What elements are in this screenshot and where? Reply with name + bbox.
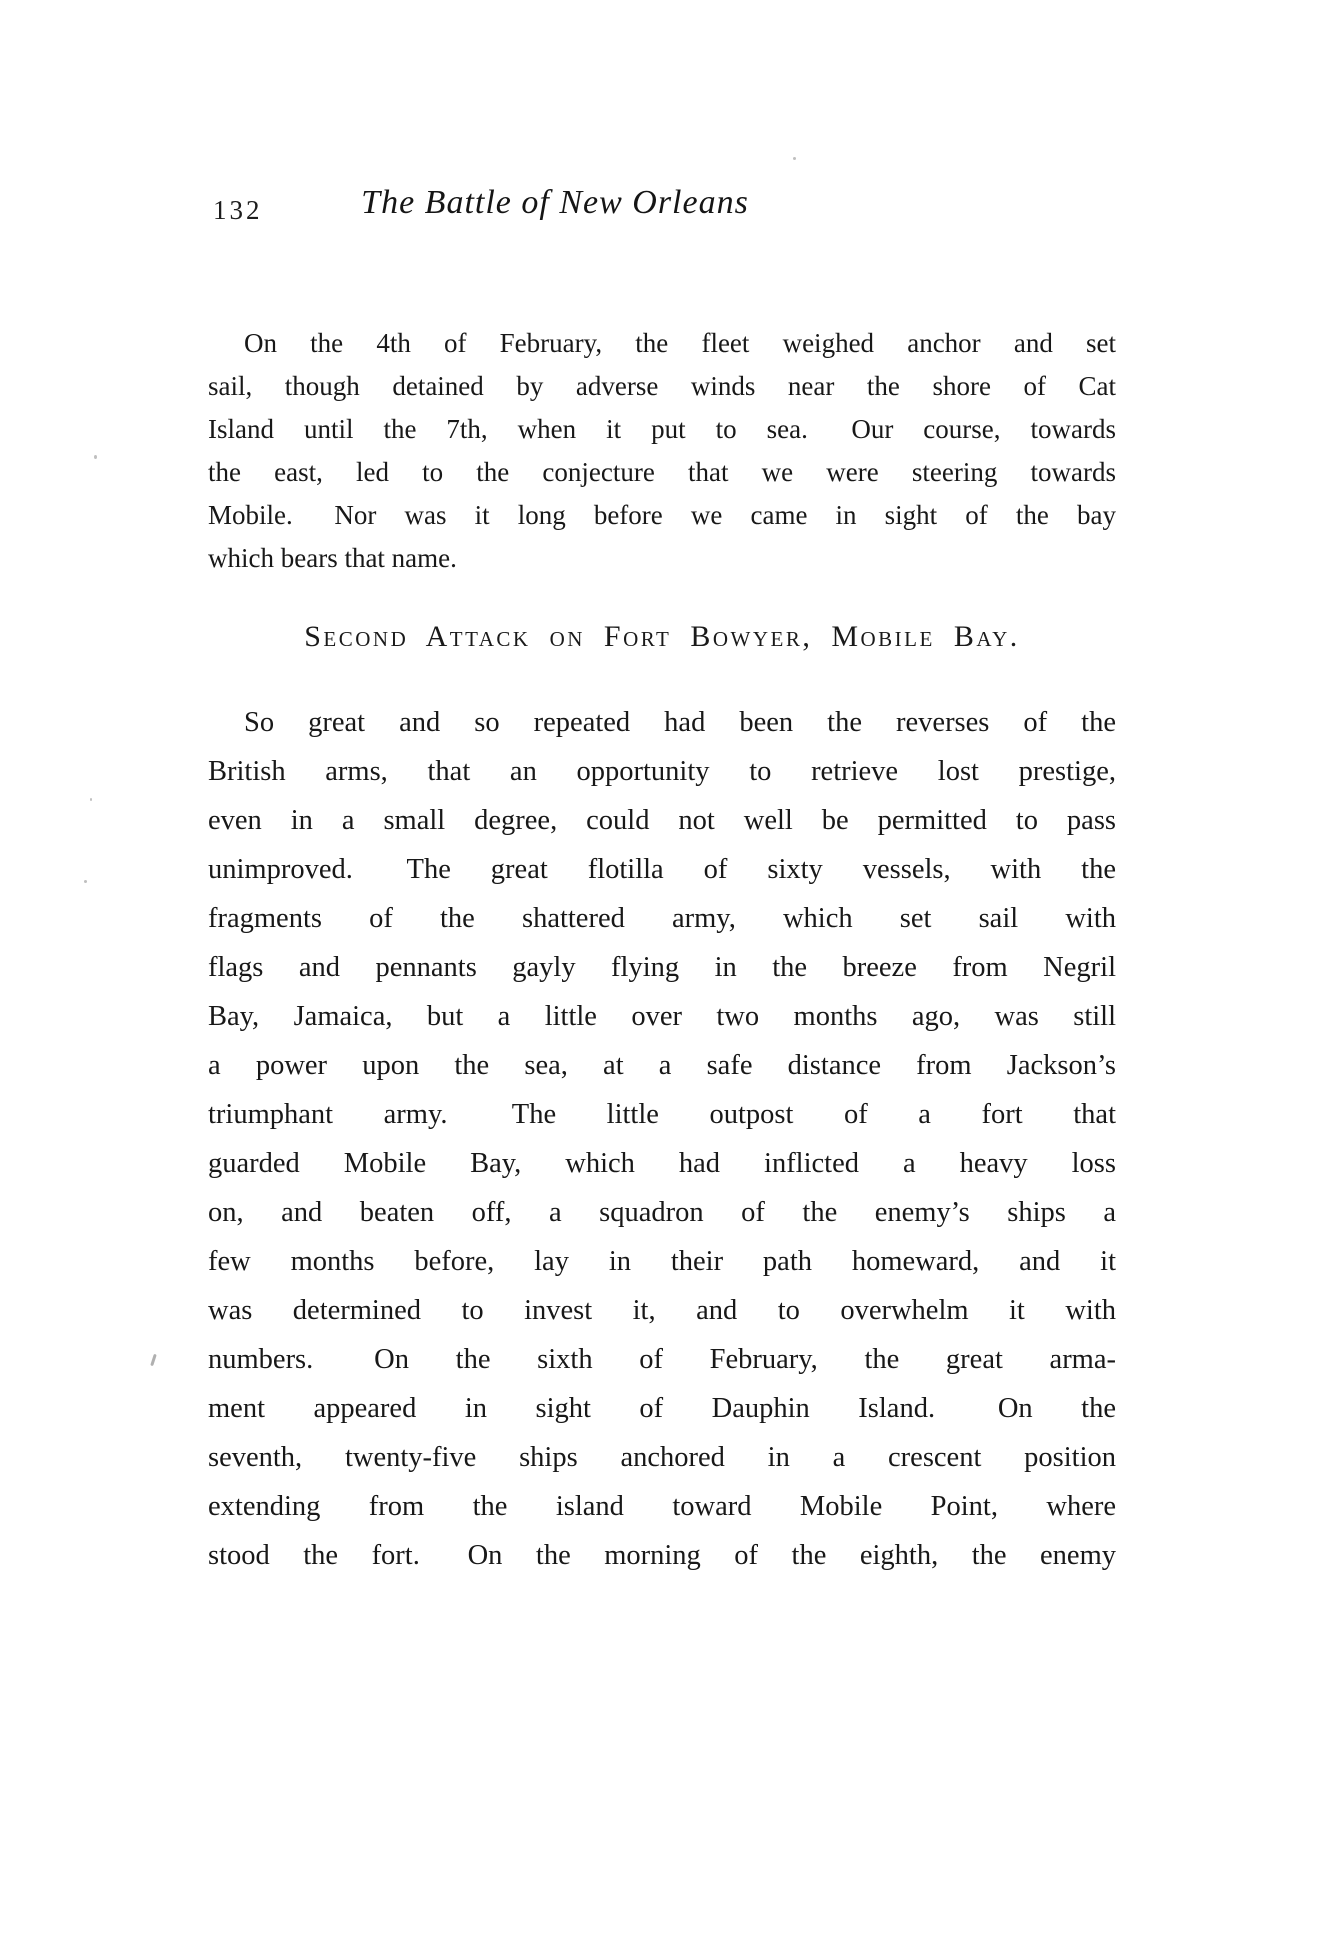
text-line: triumphant army. The little outpost of a fort that — [208, 1099, 1116, 1130]
text-line: guarded Mobile Bay, which had inflicted a heavy loss — [208, 1148, 1116, 1179]
text-line: So great and so repeated had been the reverses of the — [244, 707, 1116, 738]
text-line: the east, led to the conjecture that we were steering towards — [208, 457, 1116, 487]
text-line: on, and beaten off, a squadron of the enemy’s ships a — [208, 1197, 1116, 1228]
text-line: unimproved. The great flotilla of sixty vessels, with the — [208, 854, 1116, 885]
scan-speck — [793, 157, 796, 160]
text-line: sail, though detained by adverse winds near the shore of Cat — [208, 371, 1116, 401]
body-paragraph — [208, 698, 1116, 1580]
text-line: a power upon the sea, at a safe distance from Jackson’s — [208, 1050, 1116, 1081]
text-line: flags and pennants gayly flying in the breeze from Negril — [208, 952, 1116, 983]
text-line: even in a small degree, could not well be permitted to pass — [208, 805, 1116, 836]
text-line: stood the fort. On the morning of the eighth, the enemy — [208, 1540, 1116, 1571]
intro-paragraph — [208, 322, 1116, 580]
scan-speck — [90, 798, 92, 801]
scan-speck — [150, 1354, 157, 1366]
text-line: extending from the island toward Mobile Point, where — [208, 1491, 1116, 1522]
page-header — [0, 0, 1321, 225]
text-line: fragments of the shattered army, which set sail with — [208, 903, 1116, 934]
scan-speck — [84, 880, 87, 883]
scan-speck — [94, 455, 97, 459]
text-line: Island until the 7th, when it put to sea. Our course, towards — [208, 414, 1116, 444]
text-line: ment appeared in sight of Dauphin Island. On the — [208, 1393, 1116, 1424]
text-line: numbers. On the sixth of February, the great arma- — [208, 1344, 1116, 1375]
running-title: The Battle of New Orleans — [361, 184, 749, 221]
text-line: which bears that name. — [208, 543, 457, 573]
text-line: Mobile. Nor was it long before we came in sight of the bay — [208, 500, 1116, 530]
text-line: Bay, Jamaica, but a little over two months ago, was still — [208, 1001, 1116, 1032]
text-line: seventh, twenty-five ships anchored in a crescent position — [208, 1442, 1116, 1473]
text-line: On the 4th of February, the fleet weighed anchor and set — [244, 328, 1116, 358]
section-heading: Second Attack on Fort Bowyer, Mobile Bay. — [304, 620, 1020, 653]
text-line: few months before, lay in their path homeward, and it — [208, 1246, 1116, 1277]
text-line: was determined to invest it, and to overwhelm it with — [208, 1295, 1116, 1326]
text-line: British arms, that an opportunity to retrieve lost prestige, — [208, 756, 1116, 787]
page-number: 132 — [213, 195, 263, 225]
